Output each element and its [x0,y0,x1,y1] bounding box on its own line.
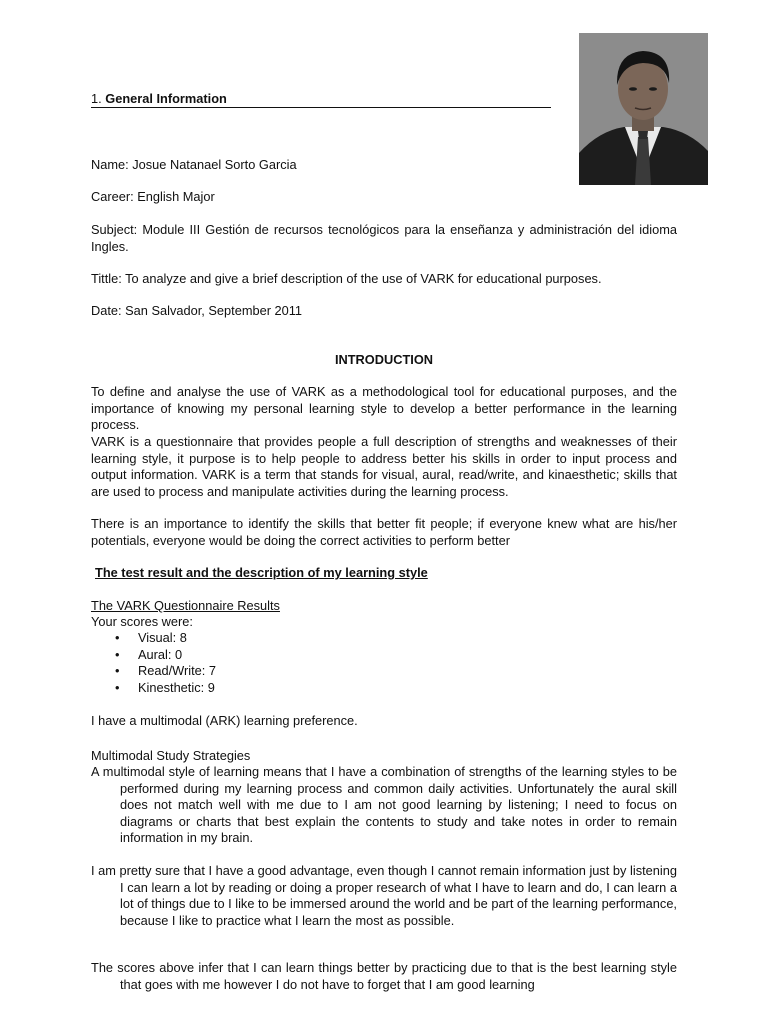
section-number: 1. [91,91,102,106]
test-result-heading: The test result and the description of my learning style [95,565,428,580]
vark-results-subheading: The VARK Questionnaire Results [91,598,280,613]
career-line: Career: English Major [91,189,215,204]
score-aural: • Aural: 0 [91,647,216,664]
date-line: Date: San Salvador, September 2011 [91,303,303,318]
name-line: Name: Josue Natanael Sorto Garcia [91,157,297,172]
portrait-illustration [579,33,708,185]
portrait-photo [579,33,708,185]
title-line: Tittle: To analyze and give a brief description of the use of VARK for educational purposes. [91,271,602,286]
introduction-paragraph-1: To define and analyse the use of VARK as a methodological tool for educational purposes, and the importance of knowing my personal learning style to develop a better performance in the learning process. [91,384,677,432]
introduction-paragraph-2: VARK is a questionnaire that provides people a full description of strengths and weaknesses of their learning style, it purpose is to help people to address better his skills in order to input process and output information. VARK is a term that stands for visual, aural, read/write, and kinaesthetic; skills that are used to process and manipulate activities during the learning process. [91,434,677,499]
scores-list [91,630,216,696]
score-visual: • Visual: 8 [91,630,216,647]
scores-intro: Your scores were: [91,614,193,629]
strategies-heading: Multimodal Study Strategies [91,748,251,763]
strategies-paragraph-2: I am pretty sure that I have a good advantage, even though I cannot remain information just by listening I can learn a lot by reading or doing a proper research of what I have to learn and do, I can learn a lot of things due to I like to be immersed around the world and be part of the learning performance, because I like to practice what I learn the most as possible. [91,863,677,928]
introduction-heading: INTRODUCTION [334,352,434,367]
subject-line: Subject: Module III Gestión de recursos tecnológicos para la enseñanza y administración del idioma Ingles. [91,222,677,254]
strategies-paragraph-3: The scores above infer that I can learn things better by practicing due to that is the best learning style that goes with me however I do not have to forget that I am good learning [91,960,677,992]
section-heading-general-information [91,91,551,108]
section-title: General Information [105,91,227,106]
preference-line: I have a multimodal (ARK) learning preference. [91,713,358,728]
introduction-paragraph-3: There is an importance to identify the skills that better fit people; if everyone knew what are his/her potentials, everyone would be doing the correct activities to perform better [91,516,677,548]
score-kinesthetic: • Kinesthetic: 9 [91,680,216,697]
strategies-paragraph-1: A multimodal style of learning means that I have a combination of strengths of the learning styles to be performed during my learning process and common daily activities. Unfortunately the aural skill does not match well with me due to I am not good learning by listening; I need to focus on diagrams or charts that best explain the contents to study and take notes in order to remain information in my brain. [91,764,677,845]
score-read-write: • Read/Write: 7 [91,663,216,680]
